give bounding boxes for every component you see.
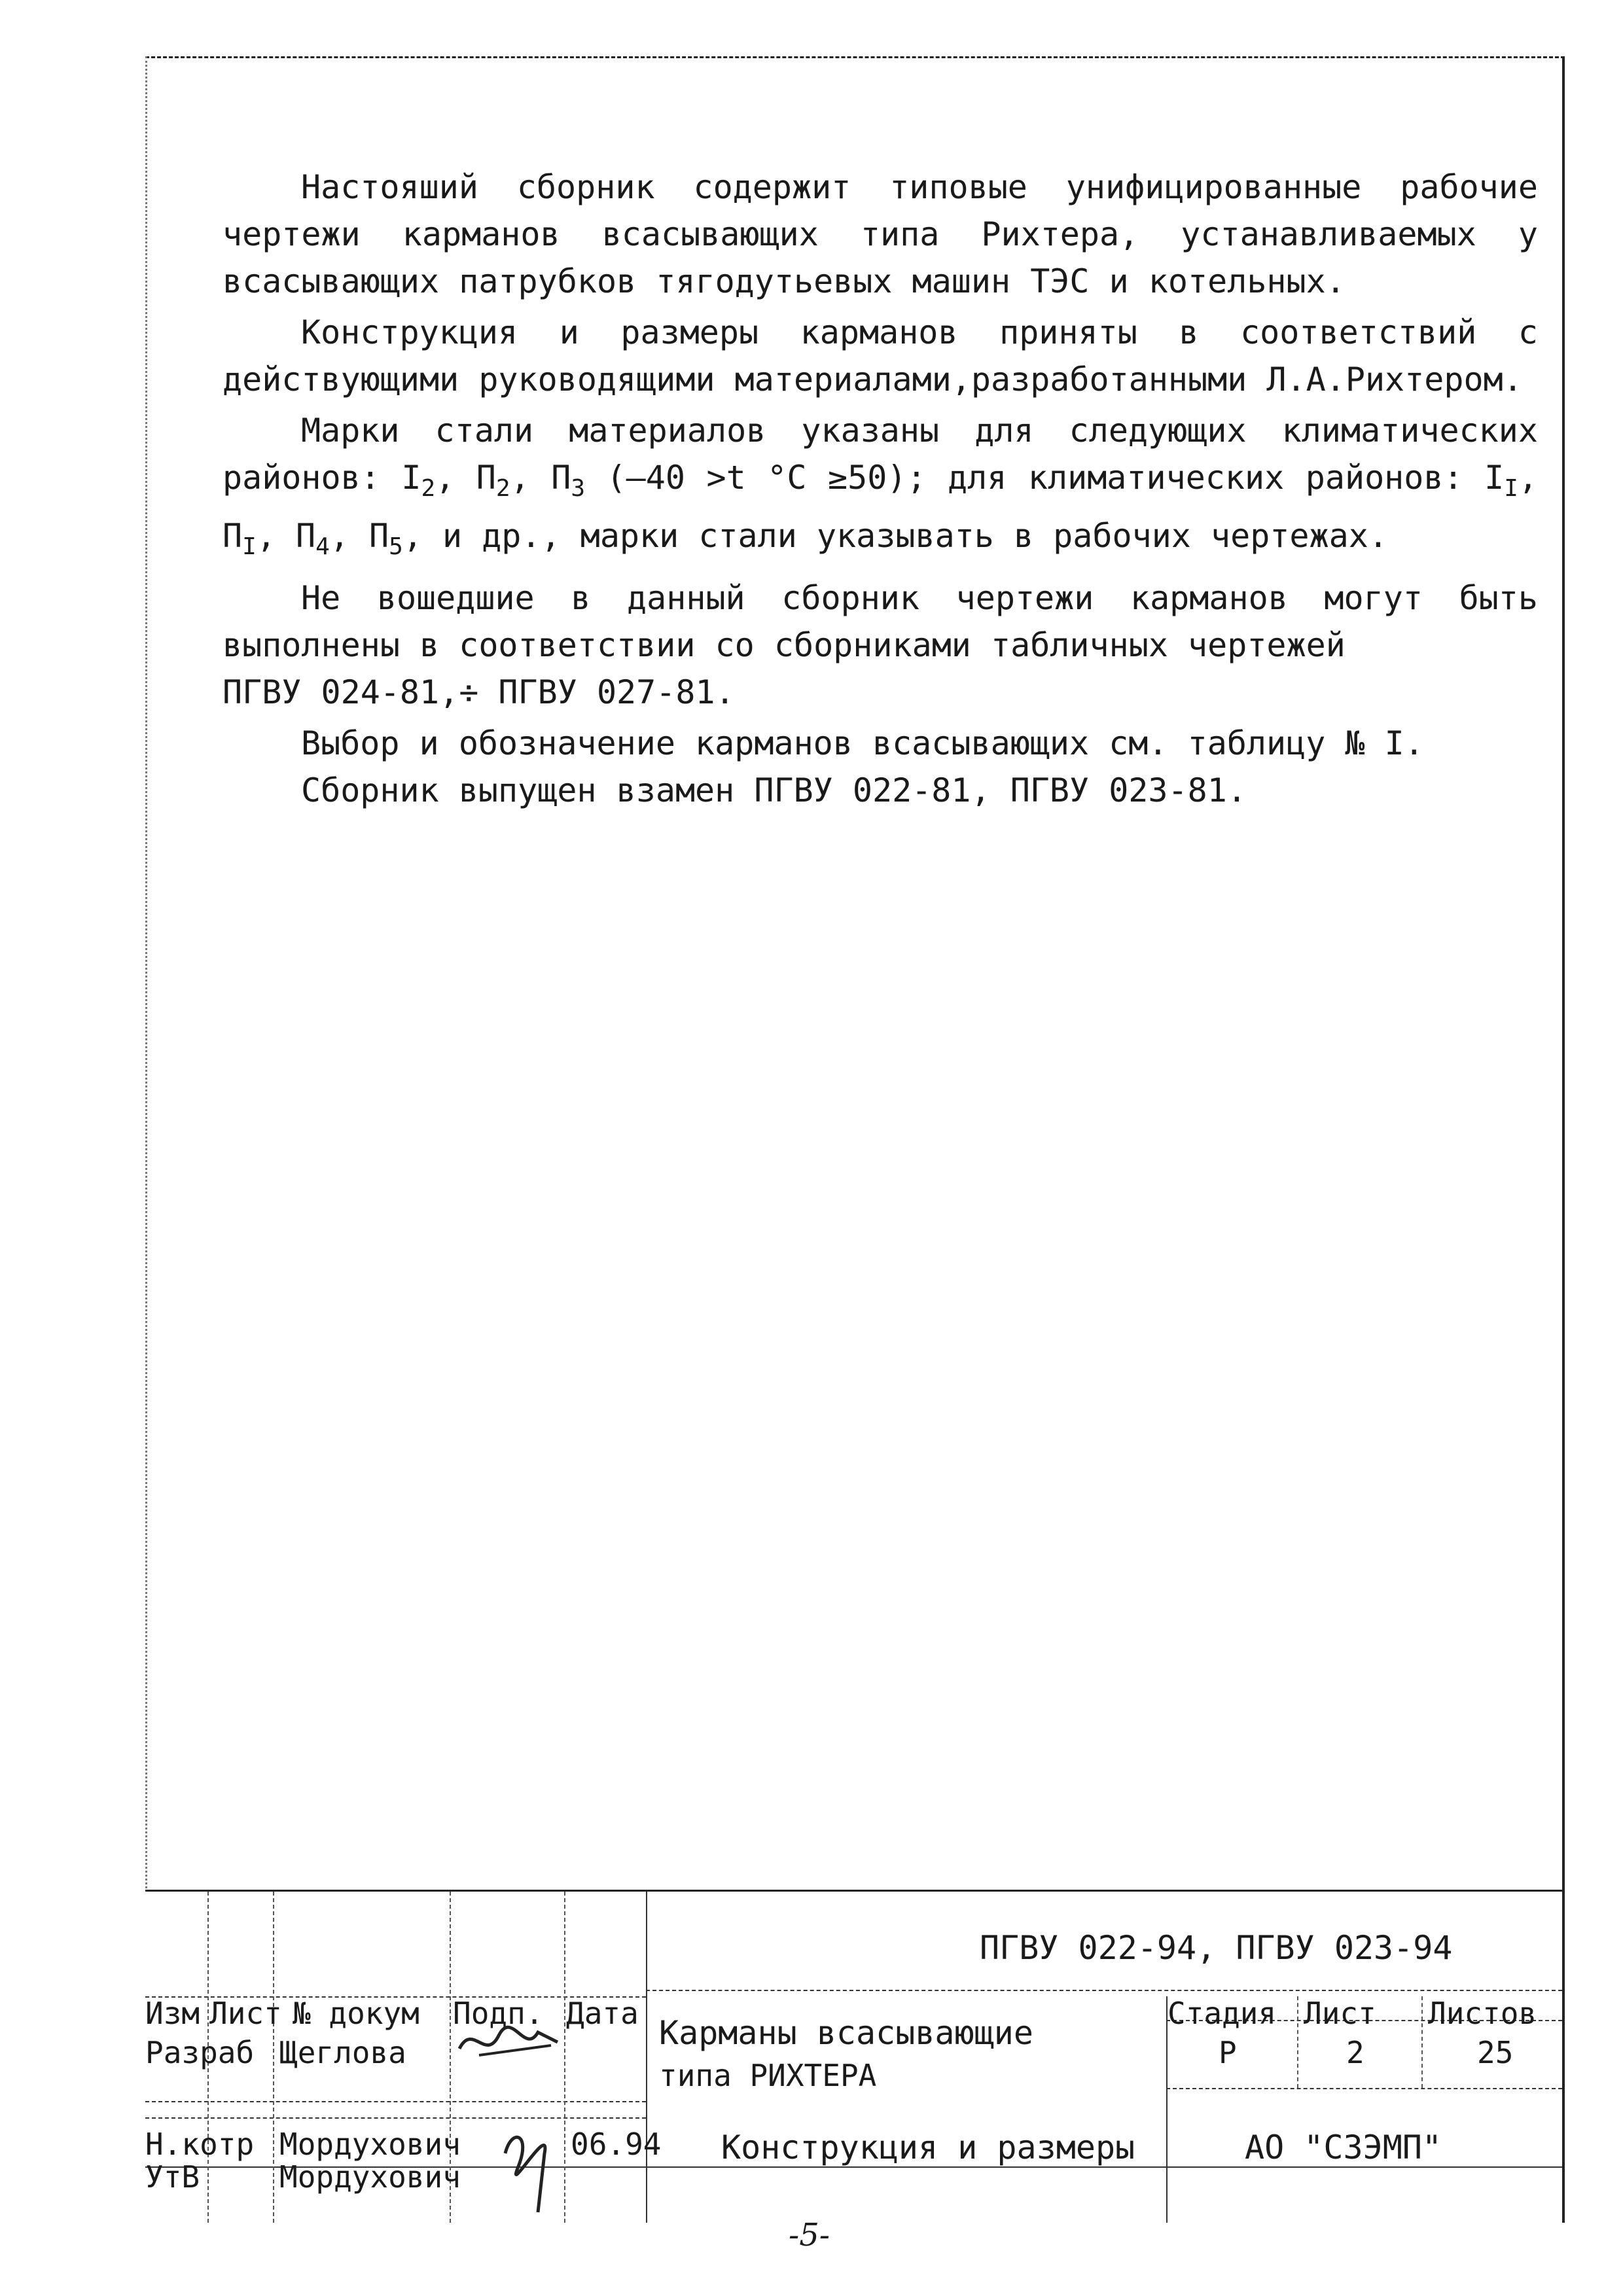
stamp-line [145, 2117, 646, 2119]
paragraph-3: Марки стали материалов указаны для следующих климатических районов: $I_2$, $П_2$, $П_3$ (–40 >t °C ≥50); для климатических районов: $I_I$, $П_I$, $П_4$, $П_5$, и др., марки стали указывать в рабочих чертежах. [223, 412, 1539, 560]
organization: АО "СЗЭМП" [1245, 2128, 1442, 2166]
stamp-vline [646, 1892, 647, 2223]
row-razrab-name: Щеглова [279, 2035, 406, 2070]
stamp-vline [273, 1892, 274, 2223]
stamp-vline [1421, 1996, 1423, 2088]
sheet-title: Конструкция и размеры [721, 2128, 1135, 2166]
col-izm: Изм [145, 1996, 200, 2031]
row-razrab-label: Разраб [145, 2035, 255, 2070]
body-text [223, 164, 1538, 818]
paragraph-2: Конструкция и размеры карманов приняты в соответствий с действующими руководящими материалами,разработанными Л.А.Рихтером. [223, 313, 1538, 398]
page-number: -5- [789, 2217, 830, 2253]
paragraph-6: Сборник выпущен взамен ПГВУ 022-81, ПГВУ 023-81. [301, 771, 1247, 809]
document-designation: ПГВУ 022-94, ПГВУ 023-94 [980, 1929, 1453, 1967]
row-utv-label: УтВ [145, 2159, 200, 2195]
list-value: 2 [1346, 2035, 1364, 2070]
col-podp: Подп. [453, 1996, 544, 2031]
frame-left-border [145, 56, 147, 1888]
col-list: Лист [209, 1996, 282, 2031]
row-nkontr-date: 06.94 [571, 2127, 662, 2162]
row-utv-name: Мордухович [279, 2159, 461, 2195]
title-line-2: типа РИХТЕРА [659, 2058, 877, 2093]
stamp-line [646, 1990, 1562, 1991]
paragraph-4: Не вошедшие в данный сборник чертежи карманов могут быть выполнены в соответствии со сборниками табличных чертежей [223, 579, 1538, 664]
title-line-1: Карманы всасывающие [659, 2014, 1033, 2052]
stamp-line [1166, 2088, 1562, 2089]
stadia-label: Стадия [1168, 1996, 1277, 2031]
signature-nkontr [492, 2114, 571, 2219]
signature-razrab [453, 2016, 564, 2068]
listov-value: 25 [1477, 2035, 1514, 2070]
row-nkontr-name: Мордухович [279, 2127, 461, 2162]
row-nkontr-label: Н.котр [145, 2127, 255, 2162]
list-label: Лист [1304, 1996, 1376, 2031]
stamp-line [145, 2101, 646, 2102]
title-block [145, 1890, 1562, 2223]
paragraph-5: Выбор и обозначение карманов всасывающих см. таблицу № I. [301, 724, 1424, 762]
col-data: Дата [566, 1996, 639, 2031]
paragraph-4-refs: ПГВУ 024-81,÷ ПГВУ 027-81. [223, 673, 735, 711]
stamp-vline [1297, 1996, 1298, 2088]
paragraph-1: Настояший сборник содержит типовые унифицированные рабочие чертежи карманов всасывающих типа Рихтера, устанавливаемых у всасывающих патрубков тягодутьевых машин ТЭС и котельных. [223, 168, 1538, 300]
listov-label: Листов [1428, 1996, 1537, 2031]
stadia-value: Р [1219, 2035, 1237, 2070]
col-ndok: № докум [293, 1996, 419, 2031]
